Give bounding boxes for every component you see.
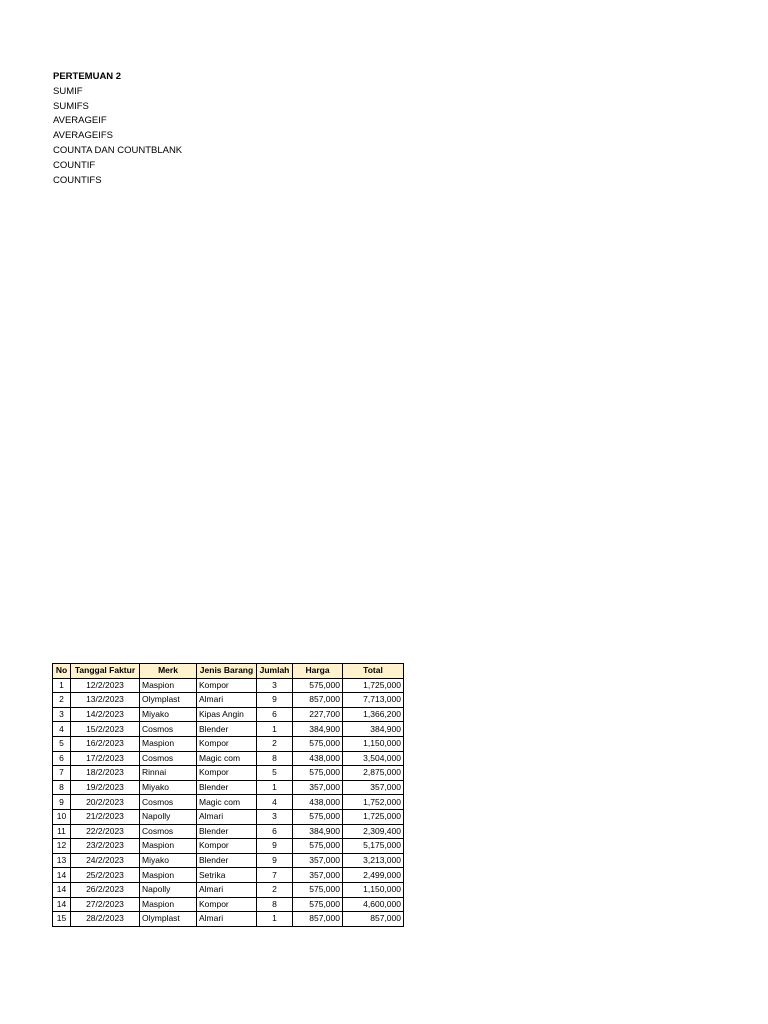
table-cell-no: 8 bbox=[53, 780, 71, 795]
table-cell-total: 384,900 bbox=[343, 722, 404, 737]
table-cell-merk: Olymplast bbox=[140, 693, 197, 708]
table-cell-tanggal-faktur: 18/2/2023 bbox=[71, 766, 140, 781]
table-cell-merk: Cosmos bbox=[140, 722, 197, 737]
table-row bbox=[53, 868, 404, 883]
table-cell-merk: Miyako bbox=[140, 780, 197, 795]
table-cell-jenis-barang: Almari bbox=[197, 912, 257, 927]
table-row bbox=[53, 839, 404, 854]
table-cell-tanggal-faktur: 23/2/2023 bbox=[71, 839, 140, 854]
column-header-jenis-barang: Jenis Barang bbox=[197, 664, 257, 679]
table-cell-total: 857,000 bbox=[343, 912, 404, 927]
table-cell-merk: Maspion bbox=[140, 736, 197, 751]
table-cell-jenis-barang: Kompor bbox=[197, 736, 257, 751]
table-cell-merk: Napolly bbox=[140, 809, 197, 824]
table-cell-merk: Cosmos bbox=[140, 751, 197, 766]
table-cell-jenis-barang: Setrika bbox=[197, 868, 257, 883]
table-cell-total: 5,175,000 bbox=[343, 839, 404, 854]
table-cell-total: 1,150,000 bbox=[343, 736, 404, 751]
table-cell-total: 2,309,400 bbox=[343, 824, 404, 839]
table-cell-jenis-barang: Magic com bbox=[197, 751, 257, 766]
topic-item: COUNTIFS bbox=[53, 174, 102, 186]
table-cell-jumlah: 1 bbox=[257, 912, 293, 927]
table-cell-no: 11 bbox=[53, 824, 71, 839]
table-cell-merk: Rinnai bbox=[140, 766, 197, 781]
table-cell-no: 2 bbox=[53, 693, 71, 708]
table-cell-total: 1,150,000 bbox=[343, 882, 404, 897]
topic-item: SUMIFS bbox=[53, 100, 89, 112]
table-cell-jenis-barang: Blender bbox=[197, 824, 257, 839]
table-row bbox=[53, 897, 404, 912]
topic-list bbox=[53, 70, 182, 188]
table-row bbox=[53, 766, 404, 781]
table-row bbox=[53, 736, 404, 751]
table-row bbox=[53, 751, 404, 766]
table-cell-jumlah: 2 bbox=[257, 736, 293, 751]
table-cell-harga: 357,000 bbox=[293, 868, 343, 883]
table-cell-tanggal-faktur: 17/2/2023 bbox=[71, 751, 140, 766]
topic-item: AVERAGEIFS bbox=[53, 130, 114, 142]
table-cell-tanggal-faktur: 24/2/2023 bbox=[71, 853, 140, 868]
table-cell-jenis-barang: Almari bbox=[197, 809, 257, 824]
table-row bbox=[53, 780, 404, 795]
table-cell-jumlah: 7 bbox=[257, 868, 293, 883]
table-cell-total: 357,000 bbox=[343, 780, 404, 795]
header-row bbox=[53, 664, 404, 679]
column-header-tanggal-faktur: Tanggal Faktur bbox=[71, 664, 140, 679]
table-cell-merk: Maspion bbox=[140, 839, 197, 854]
table-cell-total: 3,504,000 bbox=[343, 751, 404, 766]
table-cell-jumlah: 8 bbox=[257, 897, 293, 912]
table-cell-harga: 357,000 bbox=[293, 853, 343, 868]
table-cell-total: 1,725,000 bbox=[343, 809, 404, 824]
table-row bbox=[53, 853, 404, 868]
table-cell-jumlah: 9 bbox=[257, 693, 293, 708]
table-cell-merk: Miyako bbox=[140, 707, 197, 722]
table-cell-harga: 438,000 bbox=[293, 751, 343, 766]
table-cell-tanggal-faktur: 15/2/2023 bbox=[71, 722, 140, 737]
table-cell-tanggal-faktur: 21/2/2023 bbox=[71, 809, 140, 824]
table-cell-harga: 575,000 bbox=[293, 809, 343, 824]
table-cell-tanggal-faktur: 12/2/2023 bbox=[71, 678, 140, 693]
table-cell-merk: Maspion bbox=[140, 678, 197, 693]
table-cell-no: 5 bbox=[53, 736, 71, 751]
table-cell-jumlah: 2 bbox=[257, 882, 293, 897]
table-cell-merk: Maspion bbox=[140, 868, 197, 883]
table-row bbox=[53, 678, 404, 693]
table-cell-total: 1,725,000 bbox=[343, 678, 404, 693]
table-cell-harga: 384,900 bbox=[293, 722, 343, 737]
table-cell-merk: Napolly bbox=[140, 882, 197, 897]
table-cell-harga: 575,000 bbox=[293, 766, 343, 781]
table-cell-no: 1 bbox=[53, 678, 71, 693]
topic-item: COUNTIF bbox=[53, 159, 96, 171]
table-cell-jenis-barang: Blender bbox=[197, 780, 257, 795]
table-cell-merk: Cosmos bbox=[140, 795, 197, 810]
table-cell-jumlah: 1 bbox=[257, 722, 293, 737]
column-header-no: No bbox=[53, 664, 71, 679]
table-cell-jumlah: 3 bbox=[257, 809, 293, 824]
topic-item: SUMIF bbox=[53, 85, 83, 97]
table-cell-tanggal-faktur: 27/2/2023 bbox=[71, 897, 140, 912]
table-cell-harga: 384,900 bbox=[293, 824, 343, 839]
table-cell-jumlah: 9 bbox=[257, 839, 293, 854]
table-row bbox=[53, 882, 404, 897]
table-cell-tanggal-faktur: 22/2/2023 bbox=[71, 824, 140, 839]
table-body bbox=[53, 678, 404, 926]
table-cell-jumlah: 1 bbox=[257, 780, 293, 795]
table-cell-no: 12 bbox=[53, 839, 71, 854]
table-cell-jenis-barang: Kompor bbox=[197, 897, 257, 912]
table-cell-no: 14 bbox=[53, 897, 71, 912]
topic-heading: PERTEMUAN 2 bbox=[53, 71, 122, 82]
table-cell-no: 14 bbox=[53, 882, 71, 897]
table-cell-total: 7,713,000 bbox=[343, 693, 404, 708]
table-cell-tanggal-faktur: 13/2/2023 bbox=[71, 693, 140, 708]
table-cell-jumlah: 4 bbox=[257, 795, 293, 810]
table-cell-jumlah: 9 bbox=[257, 853, 293, 868]
table-row bbox=[53, 693, 404, 708]
table-cell-harga: 438,000 bbox=[293, 795, 343, 810]
table-cell-no: 9 bbox=[53, 795, 71, 810]
table-cell-jumlah: 6 bbox=[257, 707, 293, 722]
table-cell-no: 14 bbox=[53, 868, 71, 883]
table-cell-jenis-barang: Kompor bbox=[197, 839, 257, 854]
table-cell-merk: Miyako bbox=[140, 853, 197, 868]
table-cell-harga: 575,000 bbox=[293, 678, 343, 693]
table-cell-no: 4 bbox=[53, 722, 71, 737]
table-cell-no: 10 bbox=[53, 809, 71, 824]
table-cell-no: 13 bbox=[53, 853, 71, 868]
table-row bbox=[53, 707, 404, 722]
table-cell-jumlah: 6 bbox=[257, 824, 293, 839]
table-row bbox=[53, 912, 404, 927]
table-cell-harga: 857,000 bbox=[293, 693, 343, 708]
table-cell-jenis-barang: Kompor bbox=[197, 766, 257, 781]
table-cell-jenis-barang: Almari bbox=[197, 693, 257, 708]
table-cell-jenis-barang: Kipas Angin bbox=[197, 707, 257, 722]
table-cell-jenis-barang: Blender bbox=[197, 722, 257, 737]
table-row bbox=[53, 824, 404, 839]
table-cell-jenis-barang: Blender bbox=[197, 853, 257, 868]
table-cell-no: 15 bbox=[53, 912, 71, 927]
table-cell-total: 4,600,000 bbox=[343, 897, 404, 912]
table-cell-no: 6 bbox=[53, 751, 71, 766]
table-row bbox=[53, 722, 404, 737]
table-cell-harga: 857,000 bbox=[293, 912, 343, 927]
table-header bbox=[53, 664, 404, 679]
table-cell-total: 3,213,000 bbox=[343, 853, 404, 868]
table-cell-no: 7 bbox=[53, 766, 71, 781]
table-cell-harga: 575,000 bbox=[293, 897, 343, 912]
column-header-jumlah: Jumlah bbox=[257, 664, 293, 679]
table-cell-jumlah: 3 bbox=[257, 678, 293, 693]
table-cell-jumlah: 5 bbox=[257, 766, 293, 781]
table-cell-total: 1,366,200 bbox=[343, 707, 404, 722]
table-cell-harga: 227,700 bbox=[293, 707, 343, 722]
table-cell-merk: Maspion bbox=[140, 897, 197, 912]
table-cell-tanggal-faktur: 19/2/2023 bbox=[71, 780, 140, 795]
sales-table bbox=[52, 663, 404, 927]
column-header-merk: Merk bbox=[140, 664, 197, 679]
table-cell-total: 2,499,000 bbox=[343, 868, 404, 883]
table-cell-harga: 575,000 bbox=[293, 882, 343, 897]
table-cell-jumlah: 8 bbox=[257, 751, 293, 766]
table-cell-tanggal-faktur: 16/2/2023 bbox=[71, 736, 140, 751]
table-cell-jenis-barang: Magic com bbox=[197, 795, 257, 810]
topic-item: AVERAGEIF bbox=[53, 115, 107, 127]
topic-item: COUNTA DAN COUNTBLANK bbox=[53, 144, 183, 156]
table-cell-no: 3 bbox=[53, 707, 71, 722]
column-header-harga: Harga bbox=[293, 664, 343, 679]
column-header-total: Total bbox=[343, 664, 404, 679]
table-row bbox=[53, 795, 404, 810]
table-row bbox=[53, 809, 404, 824]
table-cell-harga: 575,000 bbox=[293, 839, 343, 854]
table-cell-jenis-barang: Kompor bbox=[197, 678, 257, 693]
table-cell-harga: 575,000 bbox=[293, 736, 343, 751]
table-cell-merk: Cosmos bbox=[140, 824, 197, 839]
table-cell-tanggal-faktur: 26/2/2023 bbox=[71, 882, 140, 897]
table-cell-merk: Olymplast bbox=[140, 912, 197, 927]
table-cell-tanggal-faktur: 14/2/2023 bbox=[71, 707, 140, 722]
table-cell-tanggal-faktur: 25/2/2023 bbox=[71, 868, 140, 883]
table-cell-total: 1,752,000 bbox=[343, 795, 404, 810]
table-cell-tanggal-faktur: 28/2/2023 bbox=[71, 912, 140, 927]
table-cell-total: 2,875,000 bbox=[343, 766, 404, 781]
table-cell-tanggal-faktur: 20/2/2023 bbox=[71, 795, 140, 810]
table-cell-jenis-barang: Almari bbox=[197, 882, 257, 897]
table-cell-harga: 357,000 bbox=[293, 780, 343, 795]
